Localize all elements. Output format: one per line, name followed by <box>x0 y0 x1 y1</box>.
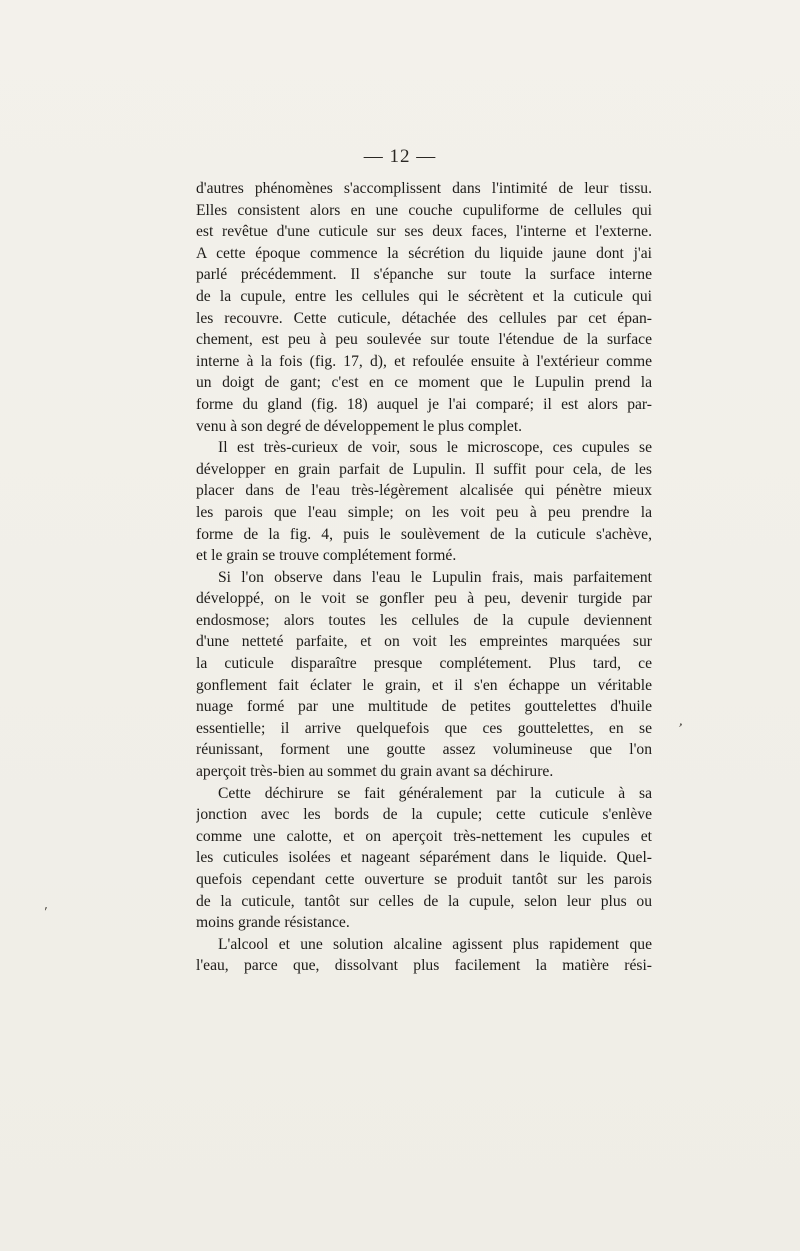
text-line: endosmose; alors toutes les cellules de la cupule deviennent <box>196 611 652 629</box>
text-line: de la cupule, entre les cellules qui le sécrètent et la cuticule qui <box>196 287 652 305</box>
text-line: moins grande résistance. <box>196 914 350 932</box>
text-line: aperçoit très-bien au sommet du grain avant sa déchirure. <box>196 763 554 781</box>
body-text <box>196 178 652 977</box>
text-line: l'eau, parce que, dissolvant plus facilement la matière rési- <box>196 957 652 975</box>
text-line: les parois que l'eau simple; on les voit peu à peu prendre la <box>196 503 652 521</box>
text-line: placer dans de l'eau très-légèrement alcalisée qui pénètre mieux <box>196 482 652 500</box>
margin-mark: , <box>677 713 687 730</box>
text-line: de la cuticule, tantôt sur celles de la cupule, selon leur plus ou <box>196 892 652 910</box>
text-line: jonction avec les bords de la cupule; cette cuticule s'enlève <box>196 806 652 824</box>
text-line: quefois cependant cette ouverture se produit tantôt sur les parois <box>196 871 652 888</box>
text-line: comme une calotte, et on aperçoit très-nettement les cupules et <box>196 827 652 845</box>
text-line: Si l'on observe dans l'eau le Lupulin frais, mais parfaitement <box>218 568 652 586</box>
text-line: Il est très-curieux de voir, sous le microscope, ces cupules se <box>218 439 652 457</box>
text-line: réunissant, forment une goutte assez volumineuse que l'on <box>196 741 652 759</box>
page-number: — 12 — <box>363 146 437 167</box>
text-line: la cuticule disparaître presque complétement. Plus tard, ce <box>196 655 652 673</box>
text-line: est revêtue d'une cuticule sur ses deux faces, l'interne et l'externe. <box>196 223 652 241</box>
text-line: forme du gland (fig. 18) auquel je l'ai comparé; il est alors par- <box>196 395 652 413</box>
text-line: développé, on le voit se gonfler peu à peu, devenir turgide par <box>196 590 652 608</box>
text-line: Cette déchirure se fait généralement par la cuticule à sa <box>218 784 652 802</box>
text-line: venu à son degré de développement le plus complet. <box>196 417 523 435</box>
text-line: nuage formé par une multitude de petites gouttelettes d'huile <box>196 698 652 716</box>
text-line: A cette époque commence la sécrétion du liquide jaune dont j'ai <box>196 244 652 262</box>
text-line: un doigt de gant; c'est en ce moment que le Lupulin prend la <box>196 374 652 392</box>
text-line: développer en grain parfait de Lupulin. Il suffit pour cela, de les <box>196 460 652 478</box>
text-line: les recouvre. Cette cuticule, détachée des cellules par cet épan- <box>196 309 652 327</box>
text-line: gonflement fait éclater le grain, et il s'en échappe un véritable <box>196 676 652 694</box>
text-line: d'autres phénomènes s'accomplissent dans l'intimité de leur tissu. <box>196 180 652 197</box>
text-line: Elles consistent alors en une couche cupuliforme de cellules qui <box>196 201 652 219</box>
text-line: essentielle; il arrive quelquefois que ces gouttelettes, en se <box>196 719 652 737</box>
text-line: forme de la fig. 4, puis le soulèvement de la cuticule s'achève, <box>196 525 652 543</box>
text-line: les cuticules isolées et nageant séparément dans le liquide. Quel- <box>196 849 652 867</box>
text-line: interne à la fois (fig. 17, d), et refoulée ensuite à l'extérieur comme <box>196 352 652 370</box>
text-line: et le grain se trouve complétement formé. <box>196 547 457 565</box>
margin-mark: ' <box>40 905 49 921</box>
text-line: d'une netteté parfaite, et on voit les empreintes marquées sur <box>196 633 652 651</box>
text-line: L'alcool et une solution alcaline agissent plus rapidement que <box>218 935 652 953</box>
text-line: parlé précédemment. Il s'épanche sur toute la surface interne <box>196 266 652 284</box>
text-line: chement, est peu à peu soulevée sur toute l'étendue de la surface <box>196 331 652 349</box>
